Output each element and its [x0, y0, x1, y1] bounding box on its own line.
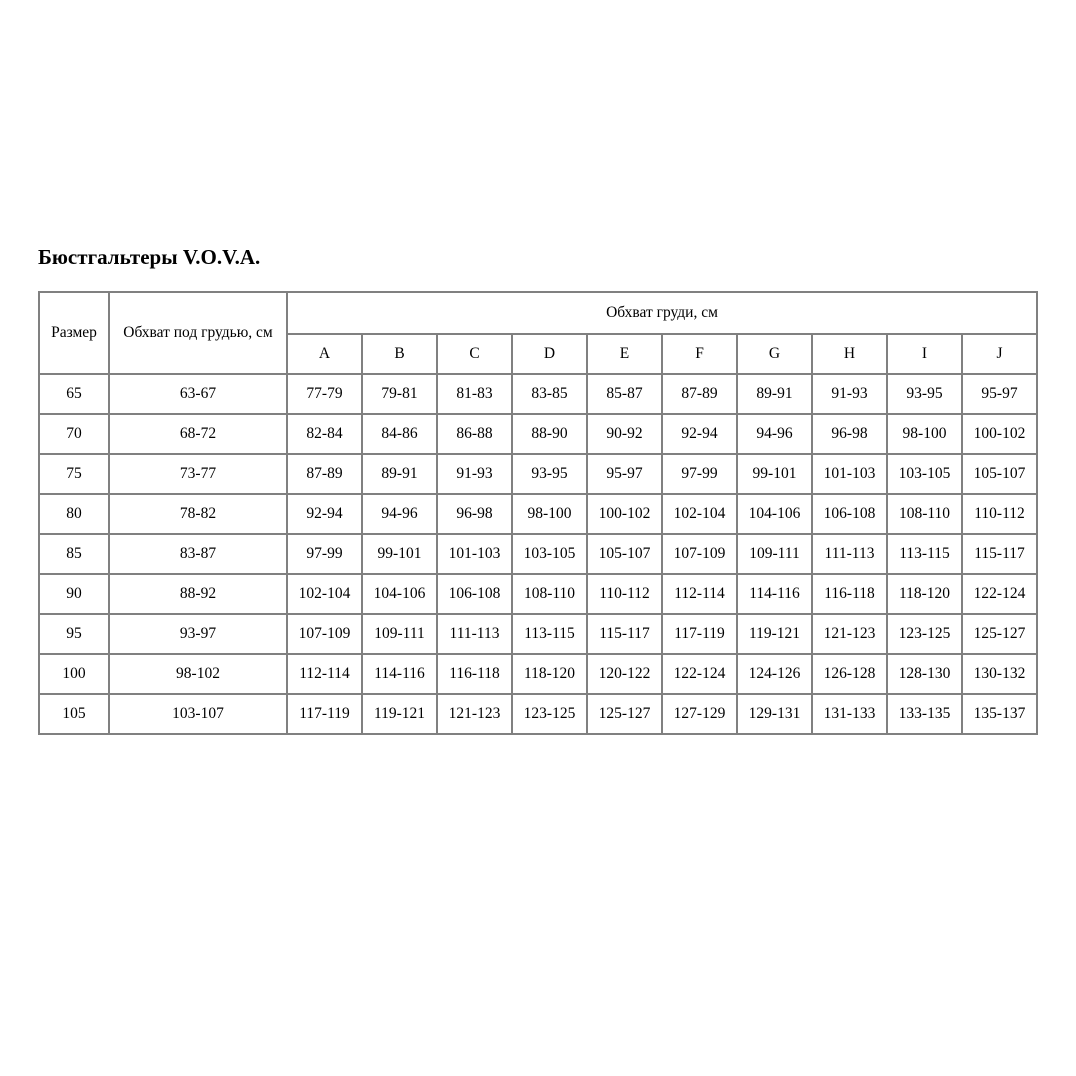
cup-cell: 105-107	[962, 454, 1037, 494]
cup-cell: 112-114	[287, 654, 362, 694]
cup-cell: 102-104	[287, 574, 362, 614]
size-cell: 65	[39, 374, 109, 414]
underbust-cell: 103-107	[109, 694, 287, 734]
underbust-cell: 93-97	[109, 614, 287, 654]
cup-cell: 79-81	[362, 374, 437, 414]
cup-cell: 124-126	[737, 654, 812, 694]
cup-cell: 129-131	[737, 694, 812, 734]
cup-cell: 127-129	[662, 694, 737, 734]
cup-cell: 91-93	[437, 454, 512, 494]
page-title: Бюстгальтеры V.O.V.A.	[38, 245, 261, 269]
cup-cell: 99-101	[737, 454, 812, 494]
underbust-cell: 73-77	[109, 454, 287, 494]
cup-cell: 123-125	[512, 694, 587, 734]
table-row	[39, 374, 1037, 414]
cup-cell: 97-99	[662, 454, 737, 494]
cup-cell: 118-120	[887, 574, 962, 614]
cup-cell: 110-112	[587, 574, 662, 614]
table-row	[39, 654, 1037, 694]
cup-cell: 93-95	[512, 454, 587, 494]
header-cup-a: A	[287, 334, 362, 374]
header-cup-c: C	[437, 334, 512, 374]
cup-cell: 85-87	[587, 374, 662, 414]
cup-cell: 82-84	[287, 414, 362, 454]
cup-cell: 87-89	[287, 454, 362, 494]
cup-cell: 110-112	[962, 494, 1037, 534]
cup-cell: 120-122	[587, 654, 662, 694]
cup-cell: 88-90	[512, 414, 587, 454]
cup-cell: 81-83	[437, 374, 512, 414]
underbust-cell: 68-72	[109, 414, 287, 454]
table-row	[39, 574, 1037, 614]
cup-cell: 84-86	[362, 414, 437, 454]
cup-cell: 87-89	[662, 374, 737, 414]
cup-cell: 107-109	[287, 614, 362, 654]
cup-cell: 103-105	[887, 454, 962, 494]
cup-cell: 98-100	[512, 494, 587, 534]
table-row	[39, 694, 1037, 734]
cup-cell: 103-105	[512, 534, 587, 574]
cup-cell: 109-111	[362, 614, 437, 654]
cup-cell: 101-103	[812, 454, 887, 494]
size-cell: 75	[39, 454, 109, 494]
cup-cell: 116-118	[437, 654, 512, 694]
cup-cell: 105-107	[587, 534, 662, 574]
cup-cell: 99-101	[362, 534, 437, 574]
cup-cell: 113-115	[887, 534, 962, 574]
table-row	[39, 534, 1037, 574]
header-size: Размер	[39, 292, 109, 374]
cup-cell: 121-123	[437, 694, 512, 734]
cup-cell: 109-111	[737, 534, 812, 574]
cup-cell: 102-104	[662, 494, 737, 534]
cup-cell: 114-116	[362, 654, 437, 694]
underbust-cell: 63-67	[109, 374, 287, 414]
cup-cell: 93-95	[887, 374, 962, 414]
header-cup-b: B	[362, 334, 437, 374]
size-cell: 105	[39, 694, 109, 734]
cup-cell: 117-119	[287, 694, 362, 734]
cup-cell: 111-113	[812, 534, 887, 574]
cup-cell: 116-118	[812, 574, 887, 614]
size-cell: 90	[39, 574, 109, 614]
cup-cell: 104-106	[362, 574, 437, 614]
header-cup-j: J	[962, 334, 1037, 374]
cup-cell: 112-114	[662, 574, 737, 614]
cup-cell: 98-100	[887, 414, 962, 454]
cup-cell: 115-117	[587, 614, 662, 654]
cup-cell: 131-133	[812, 694, 887, 734]
cup-cell: 135-137	[962, 694, 1037, 734]
cup-cell: 104-106	[737, 494, 812, 534]
cup-cell: 89-91	[737, 374, 812, 414]
cup-cell: 122-124	[662, 654, 737, 694]
underbust-cell: 98-102	[109, 654, 287, 694]
cup-cell: 106-108	[437, 574, 512, 614]
cup-cell: 97-99	[287, 534, 362, 574]
cup-cell: 121-123	[812, 614, 887, 654]
size-cell: 85	[39, 534, 109, 574]
cup-cell: 114-116	[737, 574, 812, 614]
cup-cell: 115-117	[962, 534, 1037, 574]
cup-cell: 125-127	[587, 694, 662, 734]
cup-cell: 123-125	[887, 614, 962, 654]
cup-cell: 92-94	[287, 494, 362, 534]
cup-cell: 126-128	[812, 654, 887, 694]
size-cell: 70	[39, 414, 109, 454]
size-cell: 95	[39, 614, 109, 654]
cup-cell: 130-132	[962, 654, 1037, 694]
size-chart-table	[38, 291, 1038, 735]
cup-cell: 100-102	[587, 494, 662, 534]
cup-cell: 113-115	[512, 614, 587, 654]
cup-cell: 133-135	[887, 694, 962, 734]
cup-cell: 90-92	[587, 414, 662, 454]
cup-cell: 96-98	[812, 414, 887, 454]
cup-cell: 117-119	[662, 614, 737, 654]
size-cell: 80	[39, 494, 109, 534]
header-cup-h: H	[812, 334, 887, 374]
header-cup-i: I	[887, 334, 962, 374]
cup-cell: 91-93	[812, 374, 887, 414]
cup-cell: 86-88	[437, 414, 512, 454]
cup-cell: 89-91	[362, 454, 437, 494]
cup-cell: 95-97	[962, 374, 1037, 414]
size-cell: 100	[39, 654, 109, 694]
cup-cell: 122-124	[962, 574, 1037, 614]
cup-cell: 101-103	[437, 534, 512, 574]
underbust-cell: 78-82	[109, 494, 287, 534]
header-bust: Обхват груди, см	[287, 292, 1037, 334]
cup-cell: 128-130	[887, 654, 962, 694]
cup-cell: 125-127	[962, 614, 1037, 654]
cup-cell: 118-120	[512, 654, 587, 694]
cup-cell: 100-102	[962, 414, 1037, 454]
cup-cell: 95-97	[587, 454, 662, 494]
cup-cell: 106-108	[812, 494, 887, 534]
cup-cell: 77-79	[287, 374, 362, 414]
header-cup-e: E	[587, 334, 662, 374]
underbust-cell: 88-92	[109, 574, 287, 614]
cup-cell: 92-94	[662, 414, 737, 454]
table-row	[39, 494, 1037, 534]
cup-cell: 119-121	[737, 614, 812, 654]
cup-cell: 108-110	[512, 574, 587, 614]
underbust-cell: 83-87	[109, 534, 287, 574]
cup-cell: 119-121	[362, 694, 437, 734]
table-row	[39, 414, 1037, 454]
table-row	[39, 454, 1037, 494]
cup-cell: 94-96	[362, 494, 437, 534]
header-underbust: Обхват под грудью, см	[109, 292, 287, 374]
header-cup-g: G	[737, 334, 812, 374]
cup-cell: 83-85	[512, 374, 587, 414]
table-header-row-1	[39, 292, 1037, 334]
cup-cell: 96-98	[437, 494, 512, 534]
cup-cell: 107-109	[662, 534, 737, 574]
cup-cell: 111-113	[437, 614, 512, 654]
table-row	[39, 614, 1037, 654]
cup-cell: 108-110	[887, 494, 962, 534]
header-cup-d: D	[512, 334, 587, 374]
header-cup-f: F	[662, 334, 737, 374]
cup-cell: 94-96	[737, 414, 812, 454]
